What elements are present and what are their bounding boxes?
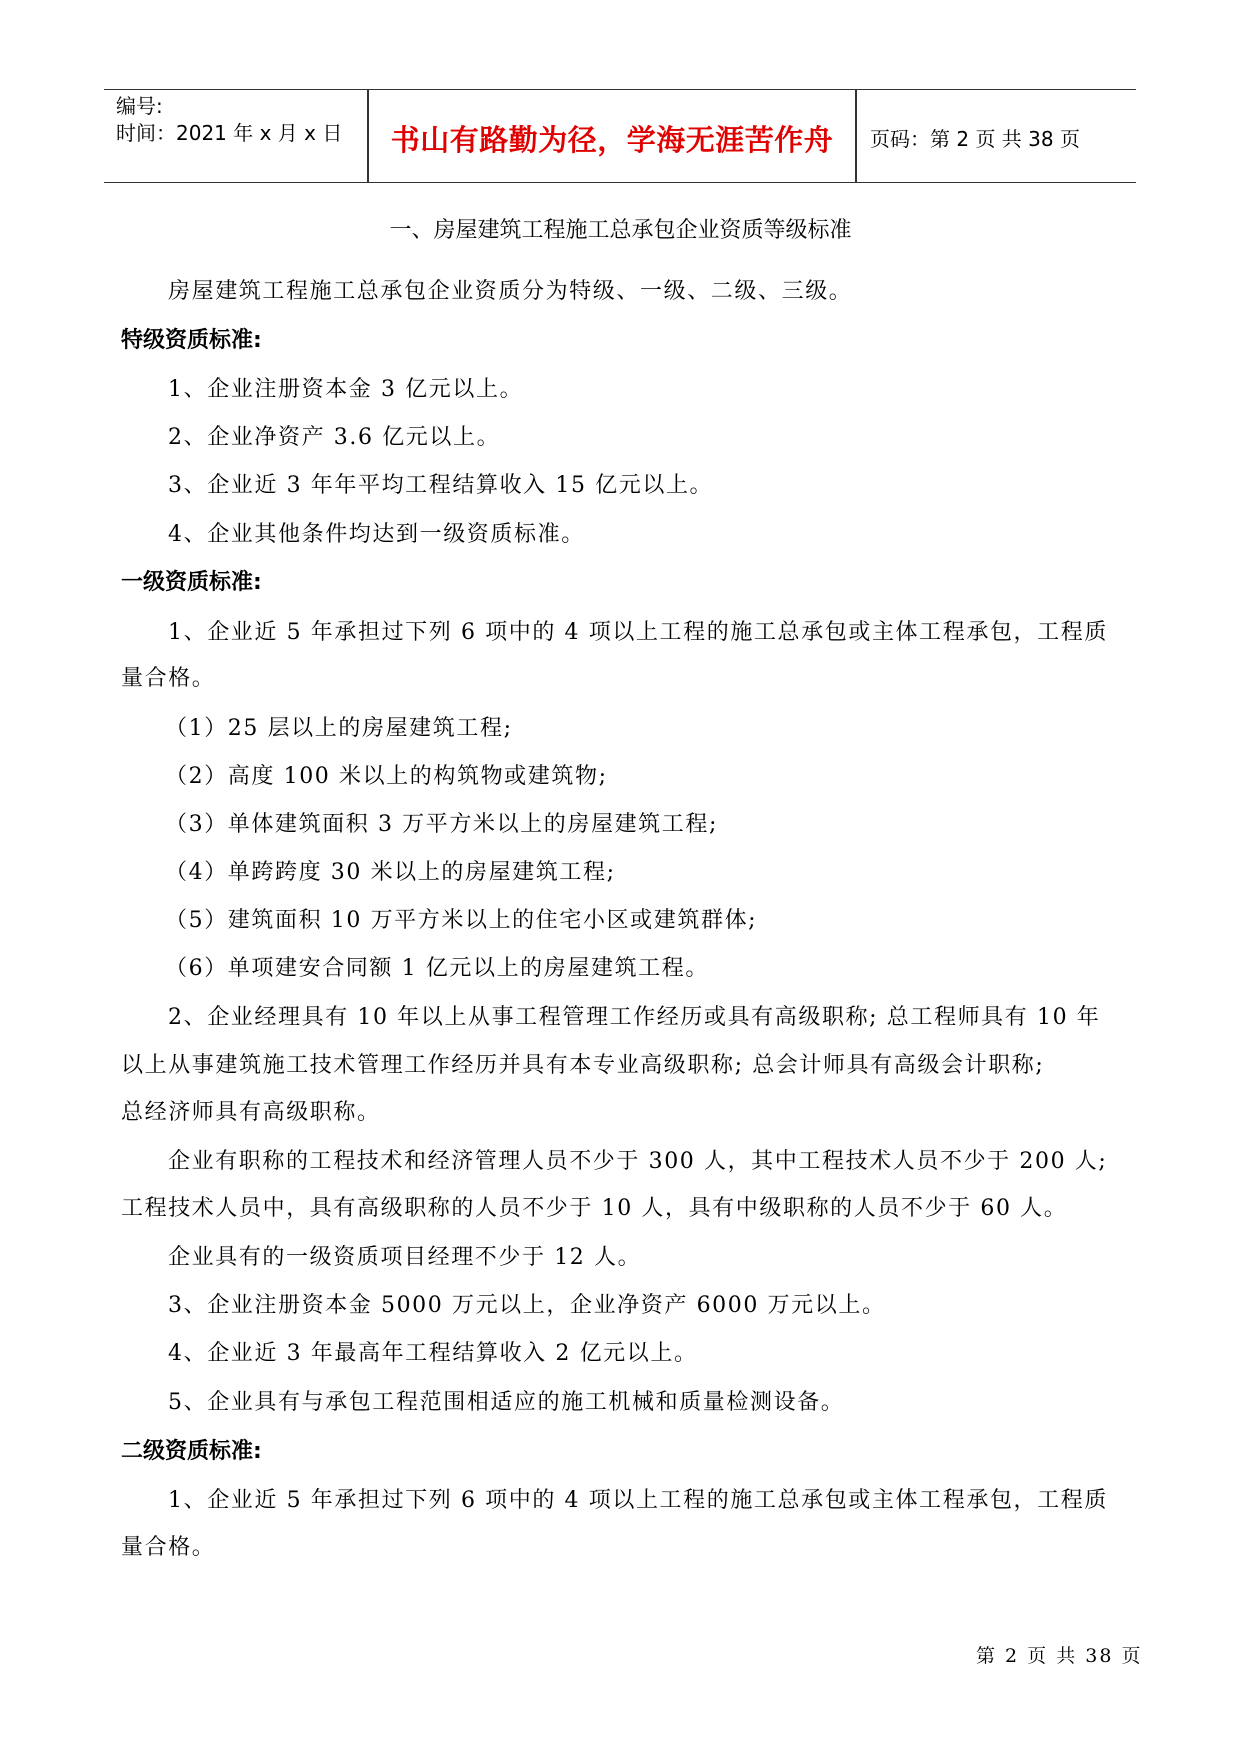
- header-page-number: 页码：第 2 页 共 38 页: [870, 127, 1080, 151]
- list-item: （6）单项建安合同额 1 亿元以上的房屋建筑工程。: [165, 956, 709, 981]
- list-item: 4、企业近 3 年最高年工程结算收入 2 亿元以上。: [168, 1341, 698, 1366]
- list-item: 3、企业近 3 年年平均工程结算收入 15 亿元以上。: [168, 473, 714, 498]
- list-item: （4）单跨跨度 30 米以上的房屋建筑工程;: [165, 860, 616, 885]
- paragraph: 量合格。: [121, 666, 216, 691]
- list-item: （3）单体建筑面积 3 万平方米以上的房屋建筑工程;: [165, 812, 718, 837]
- list-item: 5、企业具有与承包工程范围相适应的施工机械和质量检测设备。: [168, 1390, 845, 1415]
- paragraph: 总经济师具有高级职称。: [121, 1100, 381, 1125]
- paragraph: 1、企业近 5 年承担过下列 6 项中的 4 项以上工程的施工总承包或主体工程承包，工程质: [168, 620, 1108, 645]
- list-item: 2、企业净资产 3.6 亿元以上。: [168, 425, 501, 450]
- document-header: [104, 89, 1136, 183]
- paragraph: 2、企业经理具有 10 年以上从事工程管理工作经历或具有高级职称; 总工程师具有 10 年: [168, 1005, 1101, 1030]
- section-heading: 特级资质标准:: [121, 328, 262, 353]
- section-heading: 一级资质标准:: [121, 570, 262, 595]
- section-title: 一、房屋建筑工程施工总承包企业资质等级标准: [389, 218, 852, 243]
- document-time-label: 时间：2021 年 x 月 x 日: [116, 121, 343, 145]
- list-item: （5）建筑面积 10 万平方米以上的住宅小区或建筑群体;: [165, 908, 758, 933]
- header-motto: 书山有路勤为径，学海无涯苦作舟: [390, 123, 834, 157]
- paragraph: 房屋建筑工程施工总承包企业资质分为特级、一级、二级、三级。: [168, 279, 853, 304]
- paragraph: 1、企业近 5 年承担过下列 6 项中的 4 项以上工程的施工总承包或主体工程承包，工程质: [168, 1488, 1108, 1513]
- paragraph: 企业有职称的工程技术和经济管理人员不少于 300 人，其中工程技术人员不少于 200 人;: [168, 1149, 1108, 1174]
- paragraph: 以上从事建筑施工技术管理工作经历并具有本专业高级职称; 总会计师具有高级会计职称;: [121, 1053, 1045, 1078]
- document-number-label: 编号:: [116, 94, 163, 118]
- list-item: 4、企业其他条件均达到一级资质标准。: [168, 522, 585, 547]
- paragraph: 量合格。: [121, 1535, 216, 1560]
- header-meta: [116, 93, 342, 147]
- page-footer: 第 2 页 共 38 页: [976, 1645, 1143, 1667]
- list-item: （2）高度 100 米以上的构筑物或建筑物;: [165, 764, 608, 789]
- paragraph: 工程技术人员中，具有高级职称的人员不少于 10 人，具有中级职称的人员不少于 60 人。: [121, 1196, 1068, 1221]
- list-item: 3、企业注册资本金 5000 万元以上，企业净资产 6000 万元以上。: [168, 1293, 886, 1318]
- section-heading: 二级资质标准:: [121, 1439, 262, 1464]
- header-divider: [855, 90, 857, 182]
- list-item: （1）25 层以上的房屋建筑工程;: [165, 716, 513, 741]
- paragraph: 企业具有的一级资质项目经理不少于 12 人。: [168, 1245, 642, 1270]
- list-item: 1、企业注册资本金 3 亿元以上。: [168, 377, 524, 402]
